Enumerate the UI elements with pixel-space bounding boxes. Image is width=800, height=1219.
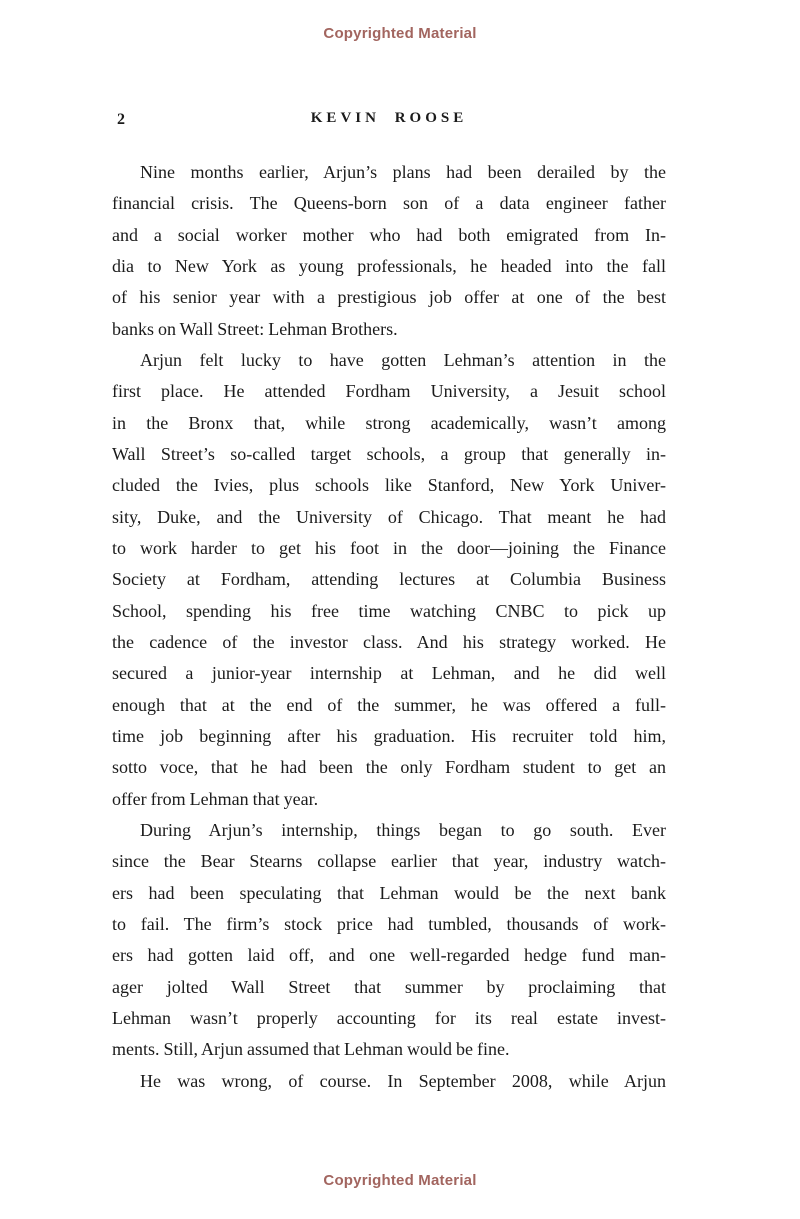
text-line: since the Bear Stearns collapse earlier that year, industry watch- xyxy=(112,851,666,872)
text-line: dia to New York as young professionals, he headed into the fall xyxy=(112,255,666,276)
page-number: 2 xyxy=(117,111,125,128)
text-line: Lehman wasn’t properly accounting for its real estate invest- xyxy=(112,1007,666,1028)
text-line: of his senior year with a prestigious job offer at one of the best xyxy=(112,287,666,308)
body-text xyxy=(112,157,666,1097)
text-line: the cadence of the investor class. And his strategy worked. He xyxy=(112,631,666,652)
text-line: offer from Lehman that year. xyxy=(112,788,319,809)
text-line: time job beginning after his graduation. His recruiter told him, xyxy=(112,725,666,746)
copyright-banner-bottom: Copyrighted Material xyxy=(323,1172,477,1189)
text-line: financial crisis. The Queens-born son of a data engineer father xyxy=(112,193,666,214)
page-header xyxy=(112,110,666,132)
text-line: ers had been speculating that Lehman would be the next bank xyxy=(112,882,666,903)
text-line: ments. Still, Arjun assumed that Lehman would be fine. xyxy=(112,1039,510,1060)
text-line: ager jolted Wall Street that summer by proclaiming that xyxy=(112,976,666,997)
text-line: secured a junior-year internship at Lehman, and he did well xyxy=(112,663,666,684)
text-line: Nine months earlier, Arjun’s plans had been derailed by the xyxy=(140,162,666,182)
text-line: to fail. The firm’s stock price had tumbled, thousands of work- xyxy=(112,913,666,934)
text-line: cluded the Ivies, plus schools like Stanford, New York Univer- xyxy=(112,475,666,496)
text-line: During Arjun’s internship, things began to go south. Ever xyxy=(140,819,666,840)
text-line: first place. He attended Fordham University, a Jesuit school xyxy=(112,381,666,402)
text-line: ers had gotten laid off, and one well-regarded hedge fund man- xyxy=(112,945,666,966)
text-line: Wall Street’s so-called target schools, a group that generally in- xyxy=(112,443,666,464)
text-line: Society at Fordham, attending lectures at Columbia Business xyxy=(112,569,666,590)
running-header: KEVIN ROOSE xyxy=(310,110,468,126)
text-line: and a social worker mother who had both emigrated from In- xyxy=(112,224,666,245)
text-line: banks on Wall Street: Lehman Brothers. xyxy=(112,318,398,339)
copyright-banner-top: Copyrighted Material xyxy=(323,25,477,42)
text-line: sity, Duke, and the University of Chicago. That meant he had xyxy=(112,506,666,527)
text-line: He was wrong, of course. In September 2008, while Arjun xyxy=(140,1070,666,1091)
text-line: sotto voce, that he had been the only Fordham student to get an xyxy=(112,757,666,778)
text-line: to work harder to get his foot in the door—joining the Finance xyxy=(112,537,666,558)
text-line: Arjun felt lucky to have gotten Lehman’s attention in the xyxy=(140,349,666,370)
text-line: in the Bronx that, while strong academically, wasn’t among xyxy=(112,412,666,433)
text-line: enough that at the end of the summer, he was offered a full- xyxy=(112,694,666,715)
text-line: School, spending his free time watching CNBC to pick up xyxy=(112,600,666,621)
